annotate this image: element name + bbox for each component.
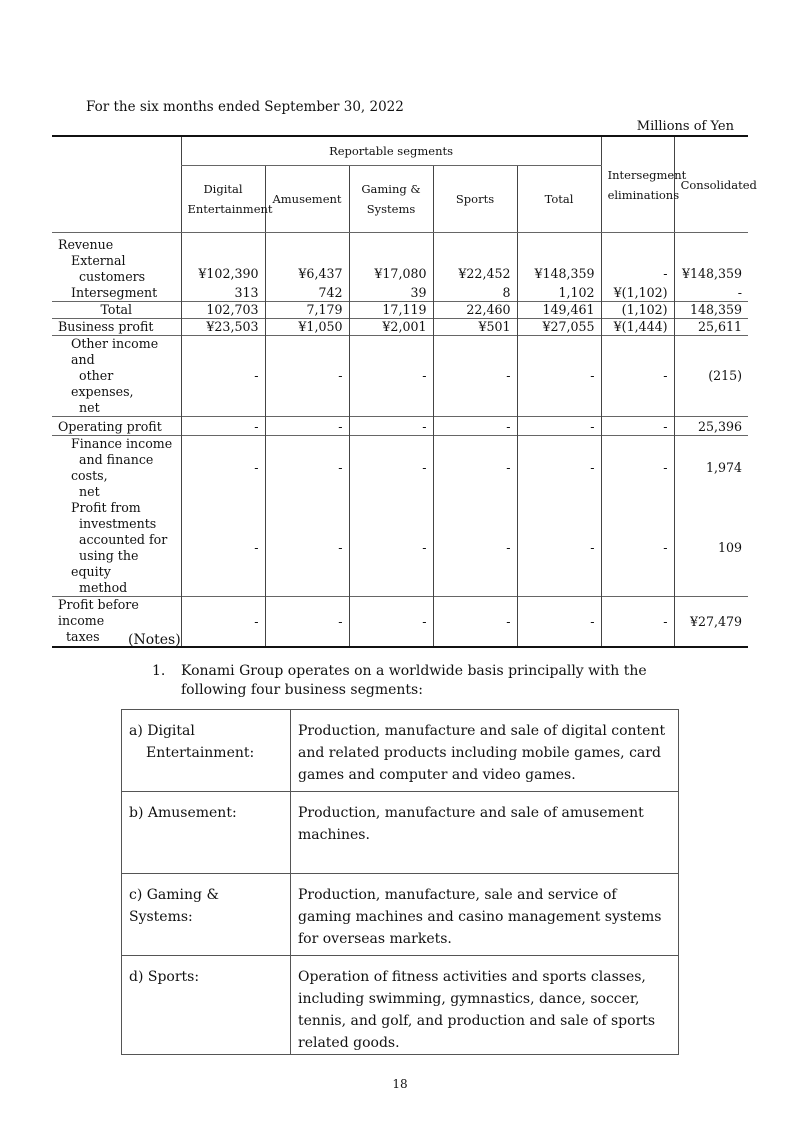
- table-cell: -: [181, 597, 265, 648]
- table-cell: ¥27,479: [674, 597, 748, 648]
- table-cell: 742: [265, 285, 349, 302]
- external-customers-label: External customers: [71, 253, 146, 284]
- segment-description-table: [121, 709, 679, 1055]
- table-cell: -: [517, 417, 601, 436]
- equity-method-label: Profit from investments accounted for using the equity method: [71, 500, 168, 595]
- note-text: Konami Group operates on a worldwide basis principally with the following four business segments:: [181, 663, 647, 698]
- table-cell: -: [433, 500, 517, 597]
- page-number: 18: [392, 1077, 408, 1091]
- segment-description: Production, manufacture, sale and service of gaming machines and casino management systems for overseas markets.: [291, 874, 679, 956]
- table-cell: 102,703: [181, 302, 265, 319]
- table-cell: 25,611: [674, 319, 748, 336]
- table-cell: -: [349, 597, 433, 648]
- table-cell: ¥22,452: [433, 253, 517, 285]
- table-cell: 7,179: [265, 302, 349, 319]
- segment-table: [52, 135, 757, 648]
- business-profit-label: Business profit: [52, 319, 181, 336]
- intersegment-header: Intersegment eliminations: [601, 136, 674, 233]
- table-cell: 149,461: [517, 302, 601, 319]
- table-cell: -: [349, 336, 433, 417]
- segment-name: a) Digital Entertainment:: [122, 710, 291, 792]
- operating-profit-row: [52, 417, 748, 436]
- external-customers-row: [52, 253, 748, 285]
- amusement-header: Amusement: [265, 166, 349, 233]
- table-cell: 109: [674, 500, 748, 597]
- table-row: [122, 710, 679, 792]
- table-cell: -: [433, 436, 517, 501]
- segment-name: d) Sports:: [122, 956, 291, 1055]
- table-cell: 1,102: [517, 285, 601, 302]
- table-cell: ¥501: [433, 319, 517, 336]
- intersegment-row: [52, 285, 748, 302]
- table-cell: -: [517, 436, 601, 501]
- table-cell: ¥27,055: [517, 319, 601, 336]
- table-cell: -: [349, 436, 433, 501]
- table-cell: ¥148,359: [674, 253, 748, 285]
- other-income-label: Other income and other expenses, net: [52, 336, 181, 417]
- table-cell: -: [601, 336, 674, 417]
- table-cell: -: [265, 336, 349, 417]
- table-cell: -: [601, 417, 674, 436]
- segment-description: Production, manufacture and sale of amusement machines.: [291, 792, 679, 874]
- table-cell: -: [601, 436, 674, 501]
- operating-profit-label: Operating profit: [52, 417, 181, 436]
- reportable-segments-header: Reportable segments: [181, 136, 601, 166]
- table-cell: 1,974: [674, 436, 748, 501]
- table-cell: ¥23,503: [181, 319, 265, 336]
- segment-description: Production, manufacture and sale of digital content and related products including mobile games, card games and computer and video games.: [291, 710, 679, 792]
- total-row: [52, 302, 748, 319]
- table-cell: 8: [433, 285, 517, 302]
- table-cell: 313: [181, 285, 265, 302]
- table-cell: 22,460: [433, 302, 517, 319]
- note-item-1: [152, 662, 712, 700]
- segment-name: c) Gaming & Systems:: [122, 874, 291, 956]
- table-cell: ¥102,390: [181, 253, 265, 285]
- finance-label: Finance income and finance costs, net: [52, 436, 181, 501]
- unit-label: Millions of Yen: [636, 119, 734, 134]
- gaming-systems-header: Gaming & Systems: [349, 166, 433, 233]
- table-cell: -: [433, 417, 517, 436]
- table-row: [122, 874, 679, 956]
- table-cell: -: [349, 417, 433, 436]
- table-cell: (215): [674, 336, 748, 417]
- table-cell: ¥(1,102): [601, 285, 674, 302]
- business-profit-row: [52, 319, 748, 336]
- table-cell: -: [265, 500, 349, 597]
- segment-name: b) Amusement:: [122, 792, 291, 874]
- equity-method-row: [52, 500, 748, 597]
- table-cell: -: [433, 336, 517, 417]
- table-cell: -: [181, 336, 265, 417]
- table-cell: ¥(1,444): [601, 319, 674, 336]
- note-number: 1.: [152, 663, 166, 679]
- notes-heading: (Notes): [128, 632, 181, 648]
- table-cell: -: [265, 417, 349, 436]
- table-cell: ¥6,437: [265, 253, 349, 285]
- table-cell: -: [601, 597, 674, 648]
- table-cell: ¥1,050: [265, 319, 349, 336]
- table-cell: -: [517, 336, 601, 417]
- digital-entertainment-header: Digital Entertainment: [181, 166, 265, 233]
- table-cell: 25,396: [674, 417, 748, 436]
- segment-description: Operation of fitness activities and sports classes, including swimming, gymnastics, dance, soccer, tennis, and golf, and production and sale of sports related goods.: [291, 956, 679, 1055]
- table-cell: -: [349, 500, 433, 597]
- finance-row: [52, 436, 748, 501]
- table-cell: -: [265, 597, 349, 648]
- table-cell: (1,102): [601, 302, 674, 319]
- revenue-row: [52, 233, 748, 254]
- sports-header: Sports: [433, 166, 517, 233]
- total-label: Total: [52, 302, 181, 319]
- intersegment-label: Intersegment: [71, 285, 158, 300]
- table-cell: -: [181, 436, 265, 501]
- table-cell: -: [674, 285, 748, 302]
- table-cell: -: [517, 500, 601, 597]
- table-row: [122, 956, 679, 1055]
- other-income-row: [52, 336, 748, 417]
- table-cell: 17,119: [349, 302, 433, 319]
- table-cell: -: [265, 436, 349, 501]
- table-cell: -: [181, 500, 265, 597]
- table-cell: ¥17,080: [349, 253, 433, 285]
- table-cell: ¥2,001: [349, 319, 433, 336]
- table-row: [122, 792, 679, 874]
- table-cell: 39: [349, 285, 433, 302]
- period-title: For the six months ended September 30, 2022: [86, 99, 404, 115]
- table-cell: -: [433, 597, 517, 648]
- total-header: Total: [517, 166, 601, 233]
- table-cell: 148,359: [674, 302, 748, 319]
- table-cell: ¥148,359: [517, 253, 601, 285]
- revenue-label: Revenue: [58, 237, 114, 252]
- table-cell: -: [181, 417, 265, 436]
- table-cell: -: [601, 500, 674, 597]
- table-cell: -: [601, 253, 674, 285]
- profit-before-taxes-label: Profit before income taxes: [52, 597, 181, 648]
- table-cell: -: [517, 597, 601, 648]
- consolidated-header: Consolidated: [674, 136, 748, 233]
- header-row-1: [52, 136, 748, 166]
